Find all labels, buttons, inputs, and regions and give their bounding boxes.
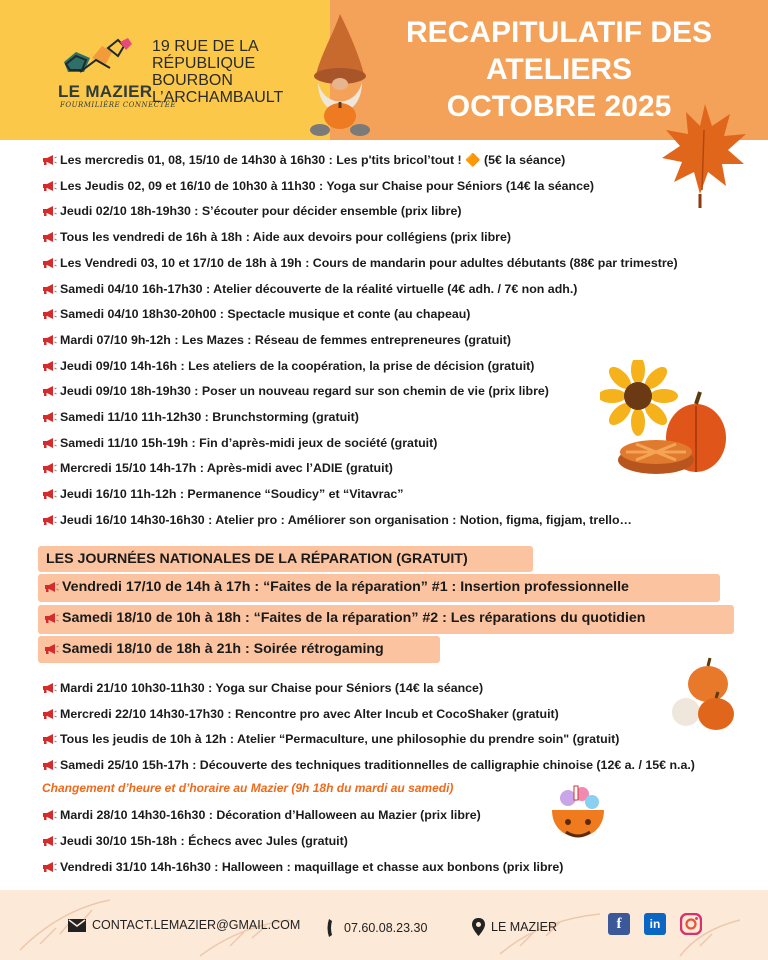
event-text: Tous les vendredi de 16h à 18h : Aide aux devoirs pour collégiens (prix libre) (60, 230, 512, 244)
megaphone-icon (42, 206, 57, 216)
event-text: Vendredi 17/10 de 14h à 17h : “Faites de la réparation” #1 : Insertion professionnelle (62, 579, 629, 595)
megaphone-icon (42, 438, 57, 448)
event-text: Samedi 04/10 18h30-20h00 : Spectacle musique et conte (au chapeau) (60, 307, 471, 321)
megaphone-icon (42, 489, 57, 499)
event-item (42, 860, 563, 874)
footer-location[interactable] (472, 918, 557, 936)
event-text: Mardi 21/10 10h30-11h30 : Yoga sur Chaise pour Séniors (14€ la séance) (60, 681, 484, 695)
event-item (42, 384, 549, 398)
schedule-change-note: Changement d’heure et d’horaire au Mazier (9h 18h du mardi au samedi) (42, 781, 454, 795)
megaphone-icon (42, 463, 57, 473)
megaphone-icon (42, 515, 57, 525)
megaphone-icon (42, 810, 57, 820)
event-text: Samedi 11/10 15h-19h : Fin d’après-midi jeux de société (gratuit) (60, 436, 438, 450)
event-item (42, 410, 359, 424)
event-item (42, 436, 437, 450)
event-text: Les mercredis 01, 08, 15/10 de 14h30 à 16h30 : Les p'tits bricol’tout ! 🔶 (5€ la séance) (60, 153, 566, 167)
megaphone-icon (42, 258, 57, 268)
mail-icon (68, 919, 86, 932)
title-line: RECAPITULATIF DES (405, 16, 713, 49)
event-item (42, 153, 565, 168)
megaphone-icon (42, 386, 57, 396)
linkedin-icon[interactable]: in (644, 913, 666, 935)
event-text: Samedi 18/10 de 18h à 21h : Soirée rétrogaming (62, 641, 384, 657)
megaphone-icon (42, 181, 57, 191)
repair-day-item (44, 641, 384, 657)
repair-day-item (44, 579, 629, 595)
event-text: Mardi 07/10 9h-12h : Les Mazes : Réseau de femmes entrepreneures (gratuit) (60, 333, 512, 347)
repair-day-item (44, 610, 645, 626)
event-text: Jeudi 09/10 18h-19h30 : Poser un nouveau regard sur son chemin de vie (prix libre) (60, 384, 549, 398)
megaphone-icon (42, 709, 57, 719)
event-text: Samedi 04/10 16h-17h30 : Atelier découverte de la réalité virtuelle (4€ adh. / 7€ non adh.) (60, 282, 578, 296)
event-item (42, 808, 481, 822)
megaphone-icon (42, 862, 57, 872)
logo-name: LE MAZIER (58, 82, 153, 101)
event-item (42, 179, 594, 193)
megaphone-icon (42, 760, 57, 770)
footer-phone[interactable] (326, 918, 427, 938)
le-mazier-logo-icon (62, 38, 142, 80)
megaphone-icon (42, 335, 57, 345)
megaphone-icon (42, 232, 57, 242)
event-text: Samedi 18/10 de 10h à 18h : “Faites de la réparation” #2 : Les réparations du quotidien (62, 610, 646, 626)
event-text: Vendredi 31/10 14h-16h30 : Halloween : maquillage et chasse aux bonbons (prix libre) (60, 860, 564, 874)
event-text: Samedi 25/10 15h-17h : Découverte des techniques traditionnelles de calligraphie chinoise (12€ a. / 15€ n.a.) (60, 758, 695, 772)
event-text: Les Jeudis 02, 09 et 16/10 de 10h30 à 11h30 : Yoga sur Chaise pour Séniors (14€ la séance) (60, 179, 594, 193)
event-item (42, 681, 483, 695)
event-item (42, 834, 348, 848)
location-pin-icon (472, 918, 485, 936)
event-item (42, 282, 577, 296)
facebook-icon[interactable]: f (608, 913, 630, 935)
event-item (42, 230, 511, 244)
event-text: Jeudi 02/10 18h-19h30 : S’écouter pour décider ensemble (prix libre) (60, 204, 462, 218)
event-item (42, 513, 632, 527)
event-item (42, 359, 534, 373)
megaphone-icon (42, 361, 57, 371)
footer-location-text: LE MAZIER (491, 920, 557, 934)
event-text: Mercredi 22/10 14h30-17h30 : Rencontre pro avec Alter Incub et CocoShaker (gratuit) (60, 707, 559, 721)
event-item (42, 707, 559, 721)
event-item (42, 758, 695, 772)
event-item (42, 732, 619, 746)
footer-email[interactable] (68, 918, 300, 932)
megaphone-icon (42, 836, 57, 846)
event-text: Jeudi 16/10 11h-12h : Permanence “Soudicy” et “Vitavrac” (60, 487, 404, 501)
sunflower-pie-pumpkin-image (600, 360, 730, 480)
autumn-leaf-image (660, 100, 750, 210)
megaphone-icon (42, 284, 57, 294)
event-item (42, 204, 461, 218)
event-text: Mardi 28/10 14h30-16h30 : Décoration d’Halloween au Mazier (prix libre) (60, 808, 481, 822)
event-text: Jeudi 09/10 14h-16h : Les ateliers de la coopération, la prise de décision (gratuit) (60, 359, 535, 373)
address-line: L’ARCHAMBAULT (152, 89, 284, 106)
halloween-candy-basket-image (548, 782, 608, 848)
megaphone-icon (42, 412, 57, 422)
event-text: Jeudi 30/10 15h-18h : Échecs avec Jules (gratuit) (60, 834, 348, 848)
event-text: Jeudi 16/10 14h30-16h30 : Atelier pro : Améliorer son organisation : Notion, figma, figjam, trello… (60, 513, 632, 527)
address-line: BOURBON (152, 72, 233, 89)
event-item (42, 256, 678, 270)
megaphone-icon (44, 613, 59, 623)
title-line: OCTOBRE 2025 (446, 90, 672, 123)
footer-phone-text: 07.60.08.23.30 (344, 921, 428, 935)
instagram-icon[interactable] (680, 913, 702, 935)
megaphone-icon (42, 683, 57, 693)
pumpkins-image (670, 656, 740, 732)
footer-email-text: CONTACT.LEMAZIER@GMAIL.COM (92, 918, 301, 932)
logo-tagline: FOURMILIÈRE CONNECTÉE (60, 101, 177, 109)
address-line: RÉPUBLIQUE (152, 55, 256, 72)
megaphone-icon (42, 734, 57, 744)
megaphone-icon (44, 644, 59, 654)
event-item (42, 461, 393, 475)
phone-icon (326, 918, 338, 938)
event-item (42, 333, 511, 347)
megaphone-icon (44, 582, 59, 592)
event-item (42, 487, 403, 501)
megaphone-icon (42, 309, 57, 319)
event-item (42, 307, 470, 321)
megaphone-icon (42, 155, 57, 165)
event-text: Samedi 11/10 11h-12h30 : Brunchstorming (gratuit) (60, 410, 359, 424)
title-line: ATELIERS (485, 53, 633, 86)
repair-days-heading: LES JOURNÉES NATIONALES DE LA RÉPARATION (GRATUIT) (46, 551, 468, 567)
address (152, 38, 283, 106)
event-text: Mercredi 15/10 14h-17h : Après-midi avec l’ADIE (gratuit) (60, 461, 393, 475)
address-line: 19 RUE DE LA (152, 38, 259, 55)
event-text: Les Vendredi 03, 10 et 17/10 de 18h à 19h : Cours de mandarin pour adultes débutants (88€ par trimestre) (60, 256, 678, 270)
event-text: Tous les jeudis de 10h à 12h : Atelier “Permaculture, une philosophie du prendre soin" (gratuit) (60, 732, 620, 746)
